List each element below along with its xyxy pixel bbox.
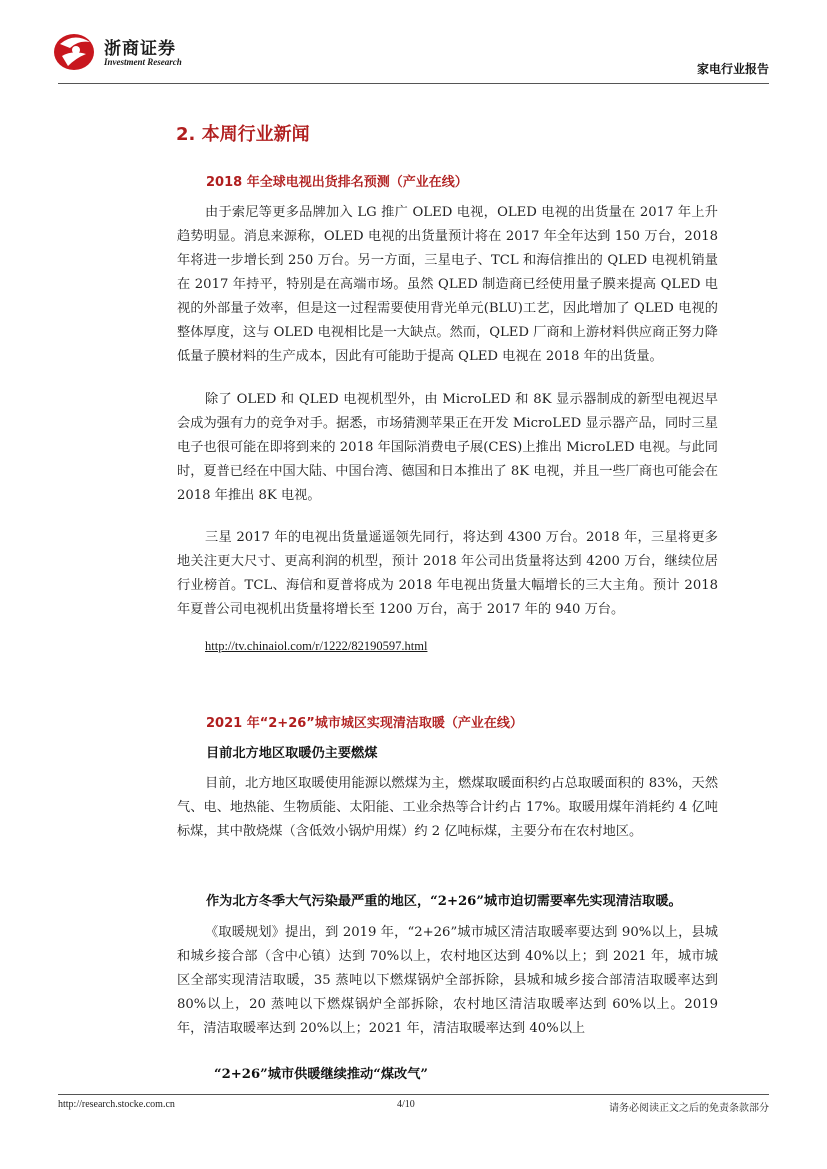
page-number: 4/10 xyxy=(397,1099,415,1110)
news2-paragraph-2: 《取暖规划》提出，到 2019 年，“2+26”城市城区清洁取暖率要达到 90%以上，县城和城乡接合部（含中心镇）达到 70%以上，农村地区达到 40%以上；到 2021 年，城市城区全部实现清洁取暖，35 蒸吨以下燃煤锅炉全部拆除，县城和城乡接合部清洁取暖率达到 80%以上，20 蒸吨以下燃煤锅炉全部拆除，农村地区清洁取暖率达到 60%以上。2019 年，清洁取暖率达到 20%以上；2021 年，清洁取暖率达到 40%以上 xyxy=(177,925,718,1036)
footer-divider xyxy=(58,1094,769,1095)
section-title: 2. 本周行业新闻 xyxy=(176,124,310,145)
logo-subtitle: Investment Research xyxy=(104,57,182,67)
news1-paragraph-3: 三星 2017 年的电视出货量遥遥领先同行，将达到 4300 万台。2018 年，三星将更多地关注更大尺寸、更高利润的机型，预计 2018 年公司出货量将达到 4200 万台，继续位居行业榜首。TCL、海信和夏普将成为 2018 年电视出货量大幅增长的三大主角。预计 2018 年夏普公司电视机出货量将增长至 1200 万台，高于 2017 年的 940 万台。 xyxy=(177,530,718,617)
news2-paragraph-1: 目前，北方地区取暖使用能源以燃煤为主，燃煤取暖面积约占总取暖面积的 83%，天然气、电、地热能、生物质能、太阳能、工业余热等合计约占 17%。取暖用煤年消耗约 4 亿吨标煤，其中散烧煤（含低效小锅炉用煤）约 2 亿吨标煤，主要分布在农村地区。 xyxy=(177,776,718,839)
news1-source-link[interactable]: http://tv.chinaiol.com/r/1222/82190597.html xyxy=(205,639,428,653)
footer-disclaimer: 请务必阅读正文之后的免责条款部分 xyxy=(609,1103,769,1114)
news-title-2: 2021 年“2+26”城市城区实现清洁取暖（产业在线） xyxy=(206,716,523,731)
company-logo xyxy=(52,30,182,74)
footer-url[interactable]: http://research.stocke.com.cn xyxy=(58,1099,175,1110)
news2-subhead-3: “2+26”城市供暖继续推动“煤改气” xyxy=(214,1067,428,1082)
logo-emblem-icon xyxy=(52,30,98,74)
news1-paragraph-1: 由于索尼等更多品牌加入 LG 推广 OLED 电视，OLED 电视的出货量在 2017 年上升趋势明显。消息来源称，OLED 电视的出货量预计将在 2017 年全年达到 150 万台，2018 年将进一步增长到 250 万台。另一方面，三星电子、TCL 和海信推出的 QLED 电视机销量在 2017 年持平，特别是在高端市场。虽然 QLED 制造商已经使用量子膜来提高 QLED 电视的外部量子效率，但是这一过程需要使用背光单元(BLU)工艺，因此增加了 QLED 电视的整体厚度，这与 OLED 电视相比是一大缺点。然而，QLED 厂商和上游材料供应商正努力降低量子膜材料的生产成本，因此有可能助于提高 QLED 电视在 2018 年的出货量。 xyxy=(177,205,718,364)
header-divider xyxy=(58,83,769,84)
news2-subhead-1: 目前北方地区取暖仍主要燃煤 xyxy=(206,746,378,761)
news1-paragraph-2: 除了 OLED 和 QLED 电视机型外，由 MicroLED 和 8K 显示器制成的新型电视迟早会成为强有力的竞争对手。据悉，市场猜测苹果正在开发 MicroLED 显示器产品，同时三星电子也很可能在即将到来的 2018 年国际消费电子展(CES)上推出 MicroLED 电视。与此同时，夏普已经在中国大陆、中国台湾、德国和日本推出了 8K 电视，并且一些厂商也可能会在 2018 年推出 8K 电视。 xyxy=(177,392,718,503)
news2-subhead-2: 作为北方冬季大气污染最严重的地区，“2+26”城市迫切需要率先实现清洁取暖。 xyxy=(206,894,682,909)
report-type: 家电行业报告 xyxy=(696,62,769,76)
news-title-1: 2018 年全球电视出货排名预测（产业在线） xyxy=(206,175,468,190)
logo-name: 浙商证券 xyxy=(104,39,176,59)
